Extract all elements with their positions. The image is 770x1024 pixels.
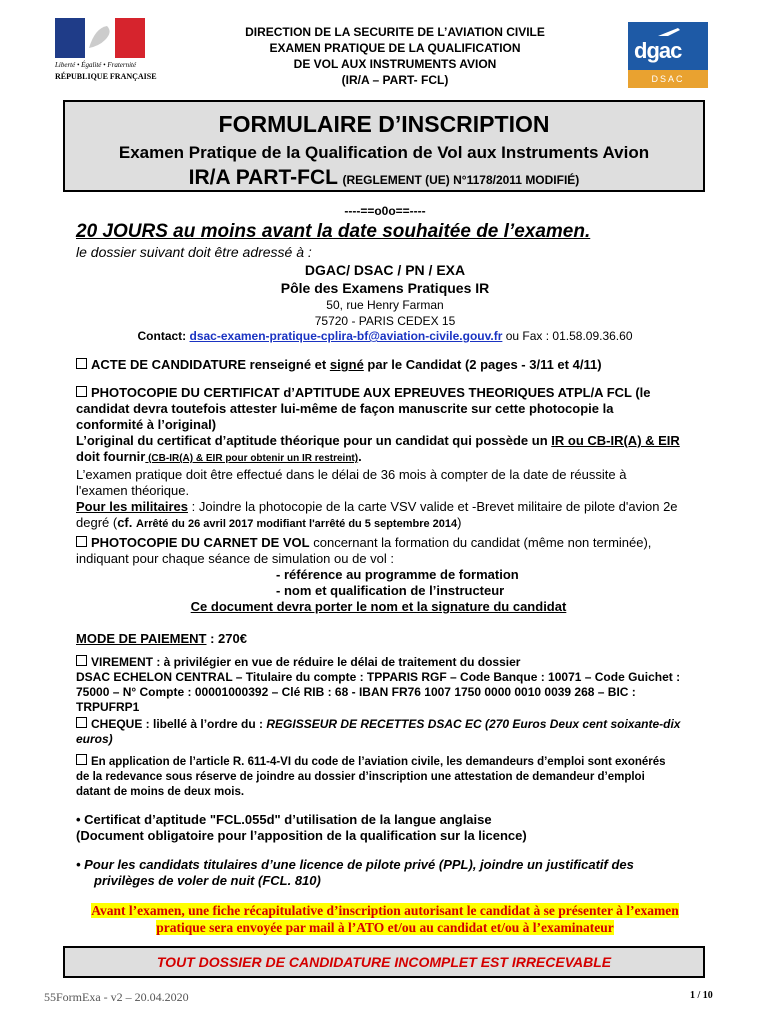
item-text: • Certificat d’aptitude "FCL.055d" d’utilisation de la langue anglaise	[76, 812, 492, 827]
bullet-ppl	[76, 857, 726, 889]
contact-email-link[interactable]: dsac-examen-pratique-cplira-bf@aviation-civile.gouv.fr	[189, 329, 503, 343]
payment-heading	[76, 631, 247, 647]
item-text: - nom et qualification de l’instructeur	[276, 583, 505, 598]
address-intro: le dossier suivant doit être adressé à :	[76, 244, 312, 260]
header-line: (IR/A – PART- FCL)	[341, 73, 449, 87]
form-regulation	[65, 166, 703, 190]
dgac-logo	[628, 22, 708, 88]
header-line: DIRECTION DE LA SECURITE DE L’AVIATION CIVILE	[245, 25, 545, 39]
checkbox[interactable]	[76, 754, 87, 765]
rf-name: RÉPUBLIQUE FRANÇAISE	[55, 72, 157, 81]
item-text: En application de l’article R. 611-4-VI du code de l’aviation civile, les demandeurs d’emploi sont exonérés	[91, 756, 666, 768]
item-text: .	[358, 449, 362, 464]
item-text: signé	[329, 357, 364, 372]
item-text: de la redevance sous réserve de joindre au dossier d’inscription une attestation de demandeur d’emploi	[76, 771, 645, 783]
incomplete-warning: TOUT DOSSIER DE CANDIDATURE INCOMPLET EST IRRECEVABLE	[63, 946, 705, 978]
address-line: DGAC/ DSAC / PN / EXA	[304, 262, 466, 278]
bullet-certificat-anglais	[76, 812, 726, 844]
item-text: Pour les militaires	[76, 499, 188, 514]
item-text: Arrêté du 26 avril 2017 modifiant l'arrêté du 5 septembre 2014	[136, 518, 458, 530]
title-box	[63, 100, 705, 192]
contact-line	[0, 329, 770, 343]
item-text: conformité à l’original)	[76, 417, 217, 432]
item-text: Ce document devra porter le nom et la signature du candidat	[190, 599, 567, 614]
flag-blue-band	[55, 18, 85, 58]
ato-notice	[44, 902, 726, 936]
notice-text: Avant l’examen, une fiche récapitulative d’inscription autorisant le candidat à se présenter à l’examen	[91, 903, 679, 918]
item-text: L’original	[76, 433, 134, 448]
item-text: du certificat d’aptitude théorique pour un candidat qui possède un	[133, 433, 552, 448]
address-line: 75720 - PARIS CEDEX 15	[314, 314, 456, 328]
item-text: doit fournir	[76, 449, 146, 464]
item-acte-candidature	[76, 357, 716, 373]
contact-fax: ou Fax : 01.58.09.36.60	[502, 329, 633, 343]
address-line: 50, rue Henry Farman	[326, 298, 444, 312]
payment-virement	[76, 655, 726, 715]
item-text: 75000 – N° Compte : 00001000392 – Clé RIB : 68 - IBAN FR76 1007 1750 0000 0010 0039 268 – BIC :	[76, 685, 636, 699]
dgac-logo-text: dgac	[634, 38, 682, 63]
item-text: DSAC ECHELON CENTRAL – Titulaire du compte : TPPARIS RGF – Code Banque : 10071 – Code Guichet :	[76, 670, 681, 684]
separator: ----==o0o==----	[344, 204, 426, 218]
item-text: privilèges de voler de nuit (FCL. 810)	[94, 873, 321, 888]
flag-white-band	[85, 18, 115, 58]
item-text: PHOTOCOPIE DU CARNET DE VOL	[91, 535, 310, 550]
item-text: indiquant pour chaque séance de simulation ou de vol :	[76, 551, 394, 566]
header-title	[175, 24, 615, 88]
payment-amount: : 270€	[206, 631, 247, 646]
checkbox[interactable]	[76, 358, 87, 369]
item-text: par le Candidat (2 pages - 3/11 et 4/11)	[363, 357, 602, 372]
footer-page-number: 1 / 10	[690, 990, 713, 1001]
payment-cheque	[76, 717, 726, 747]
item-text: L’examen pratique doit être effectué dans le délai de 36 mois à compter de la date de réussite à	[76, 467, 627, 482]
title-ira: IR/A PART-FCL	[188, 166, 338, 189]
item-text: datant de moins de deux mois.	[76, 786, 245, 798]
item-text: REGISSEUR DE RECETTES DSAC EC (270 Euros Deux cent soixante-dix	[266, 717, 681, 731]
item-text: - référence au programme de formation	[276, 567, 519, 582]
footer-version: 55FormExa - v2 – 20.04.2020	[44, 990, 189, 1004]
form-title: FORMULAIRE D’INSCRIPTION	[218, 111, 550, 137]
title-regulation: (REGLEMENT (UE) N°1178/2011 MODIFIÉ)	[342, 173, 580, 187]
item-text: concernant la formation du candidat (même non terminée),	[309, 535, 652, 550]
item-text: (Document obligatoire pour l’apposition de la qualification sur la licence)	[76, 828, 527, 843]
item-text: VIREMENT : à privilégier en vue de réduire le délai de traitement du dossier	[91, 655, 521, 669]
item-text: TRPUFRP1	[76, 700, 140, 714]
item-text: candidat devra toutefois attester lui-même de façon manuscrite sur cette photocopie la	[76, 401, 614, 416]
dsac-logo-text: DSAC	[628, 70, 708, 88]
item-text: )	[457, 515, 462, 530]
checkbox[interactable]	[76, 386, 87, 397]
item-text: : Joindre la photocopie de la carte VSV valide et -Brevet militaire de pilote d'avion 2e	[188, 499, 678, 514]
rf-motto: Liberté • Égalité • Fraternité	[55, 61, 137, 69]
form-subtitle: Examen Pratique de la Qualification de Vol aux Instruments Avion	[118, 143, 650, 162]
flag-red-band	[115, 18, 145, 58]
item-text: cf.	[117, 515, 136, 530]
item-certificat-theorique	[76, 385, 721, 532]
header-line: EXAMEN PRATIQUE DE LA QUALIFICATION	[269, 41, 521, 55]
item-text: • Pour les candidats titulaires d’une licence de pilote privé (PPL), joindre un justificatif des	[76, 857, 634, 872]
header-line: DE VOL AUX INSTRUMENTS AVION	[293, 57, 497, 71]
payment-label: MODE DE PAIEMENT	[76, 631, 207, 646]
item-text: PHOTOCOPIE DU CERTIFICAT d’APTITUDE AUX EPREUVES THEORIQUES ATPL/A FCL (le	[91, 385, 651, 400]
item-carnet-de-vol	[76, 535, 721, 615]
item-text: l'examen théorique.	[76, 483, 190, 498]
republique-francaise-logo	[55, 18, 167, 88]
item-text: IR ou CB-IR(A) & EIR	[551, 433, 680, 448]
item-text: euros)	[76, 732, 113, 746]
address-line: Pôle des Examens Pratiques IR	[280, 280, 490, 296]
deadline: 20 JOURS au moins avant la date souhaitée de l’examen.	[76, 221, 591, 242]
contact-label: Contact:	[137, 329, 190, 343]
checkbox[interactable]	[76, 717, 87, 728]
notice-text: pratique sera envoyée par mail à l’ATO et/ou au candidat et/ou à l’examinateur	[156, 920, 614, 935]
payment-exoneration	[76, 754, 736, 800]
checkbox[interactable]	[76, 536, 87, 547]
item-text: ACTE DE CANDIDATURE renseigné et	[91, 357, 330, 372]
marianne-icon	[85, 18, 115, 58]
checkbox[interactable]	[76, 655, 87, 666]
item-text: CHEQUE : libellé à l’ordre du :	[91, 717, 267, 731]
item-text: (CB-IR(A) & EIR pour obtenir un IR restreint)	[145, 453, 359, 464]
item-text: degré (	[76, 515, 118, 530]
